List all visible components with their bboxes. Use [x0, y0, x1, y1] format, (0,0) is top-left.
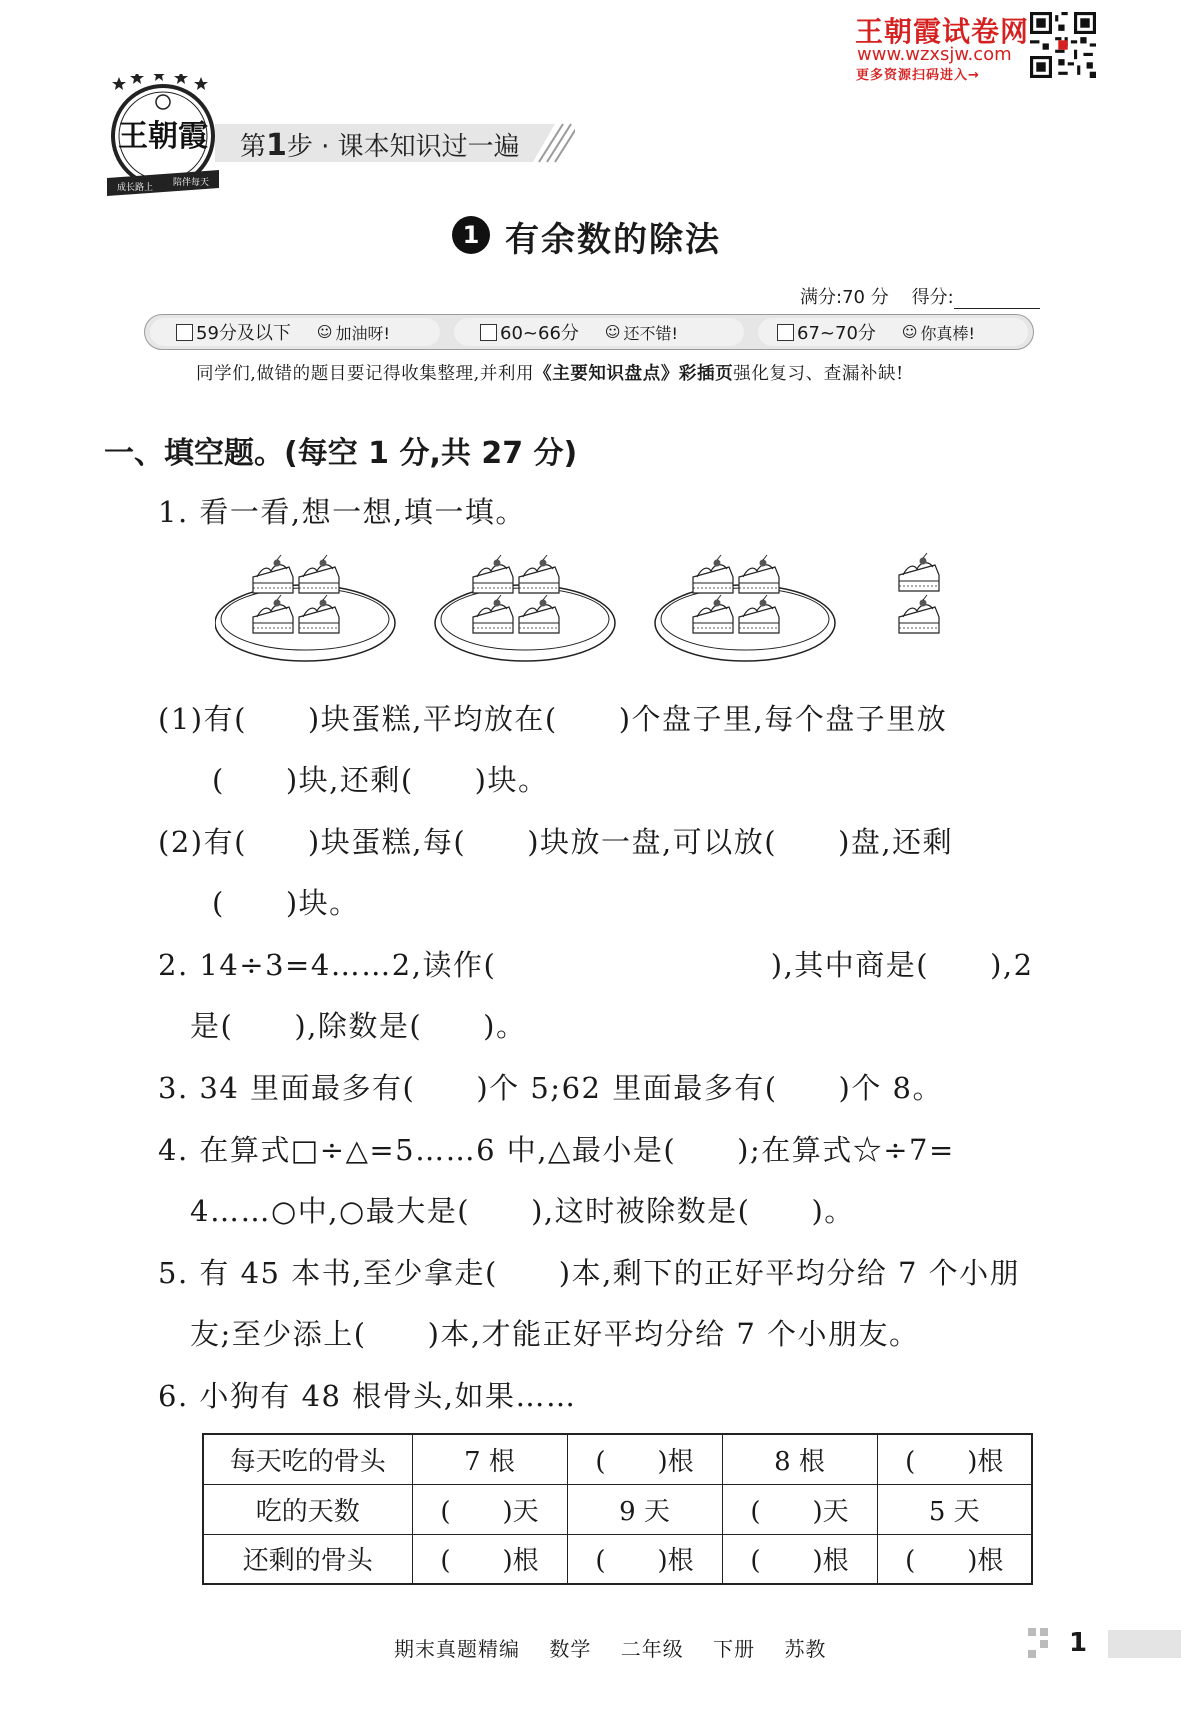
table-cell: 7 根 [412, 1434, 567, 1484]
footer-grade: 二年级 [620, 1637, 684, 1661]
rating-checkbox[interactable] [480, 324, 497, 341]
step-label: 第1步 · 课本知识过一遍 [240, 128, 520, 163]
question-4-line2: 4……○中,○最大是( ),这时被除数是( )。 [190, 1194, 855, 1228]
table-row [203, 1534, 1032, 1584]
table-cell: 9 天 [567, 1484, 722, 1534]
table-cell[interactable]: ( )根 [412, 1534, 567, 1584]
table-row [203, 1434, 1032, 1484]
notice-text: 同学们,做错的题目要记得收集整理,并利用《主要知识盘点》彩插页强化复习、查漏补缺! [196, 364, 904, 384]
question-5-line2: 友;至少添上( )本,才能正好平均分给 7 个小朋友。 [190, 1317, 920, 1351]
question-4-line1: 4. 在算式□÷△=5……6 中,△最小是( );在算式☆÷7= [158, 1133, 955, 1167]
row-label: 还剩的骨头 [203, 1534, 412, 1584]
footer-term: 下册 [713, 1637, 756, 1661]
table-row [203, 1484, 1032, 1534]
table-cell[interactable]: ( )根 [877, 1534, 1032, 1584]
row-label: 每天吃的骨头 [203, 1434, 412, 1484]
smile-icon: ☺ [316, 323, 333, 341]
score-label: 得分: [911, 287, 954, 308]
table-cell[interactable]: ( )根 [567, 1434, 722, 1484]
table-cell[interactable]: ( )根 [722, 1534, 877, 1584]
brand-url[interactable]: www.wzxsjw.com [857, 44, 1012, 65]
smile-icon: ☺ [901, 323, 918, 341]
question-1-2-line1: (2)有( )块蛋糕,每( )块放一盘,可以放( )盘,还剩 [158, 825, 954, 859]
table-cell[interactable]: ( )天 [412, 1484, 567, 1534]
question-2-line1: 2. 14÷3=4……2,读作( ),其中商是( ),2 [158, 948, 1034, 982]
logo-slogan-right: 陪伴每天 [172, 178, 210, 188]
table-cell: 8 根 [722, 1434, 877, 1484]
page-corner-marks [1028, 1628, 1064, 1658]
table-cell[interactable]: ( )根 [567, 1534, 722, 1584]
logo-wordmark: 王朝霞 [118, 119, 208, 154]
question-2-line2: 是( ),除数是( )。 [190, 1009, 527, 1043]
question-1: 1. 看一看,想一想,填一填。 [158, 495, 526, 529]
question-6: 6. 小狗有 48 根骨头,如果…… [158, 1379, 577, 1413]
question-1-1-line2: ( )块,还剩( )块。 [212, 763, 549, 797]
table-cell[interactable]: ( )天 [722, 1484, 877, 1534]
rating-option-1[interactable]: 59分及以下 ☺ 加油呀! [176, 318, 390, 346]
brand-title: 王朝霞试卷网 [855, 15, 1030, 48]
score-blank[interactable] [954, 290, 1040, 309]
lesson-title: 有余数的除法 [505, 220, 721, 260]
rating-option-3[interactable]: 67~70分 ☺ 你真棒! [777, 318, 975, 346]
rating-option-2[interactable]: 60~66分 ☺ 还不错! [480, 318, 678, 346]
section-heading: 一、填空题。(每空 1 分,共 27 分) [104, 436, 578, 471]
rating-checkbox[interactable] [777, 324, 794, 341]
qr-code-icon[interactable] [1030, 12, 1096, 78]
brand-tip: 更多资源扫码进入→ [856, 68, 980, 83]
question-1-1-line1: (1)有( )块蛋糕,平均放在( )个盘子里,每个盘子里放 [158, 702, 948, 736]
question-3: 3. 34 里面最多有( )个 5;62 里面最多有( )个 8。 [158, 1071, 943, 1105]
wangzhaoxia-logo [105, 74, 223, 202]
page-number: 1 [1069, 1628, 1088, 1658]
table-cell[interactable]: ( )根 [877, 1434, 1032, 1484]
footer-subject: 数学 [549, 1637, 592, 1661]
footer-info [394, 1633, 848, 1662]
row-label: 吃的天数 [203, 1484, 412, 1534]
score-line [800, 283, 1040, 309]
question-1-2-line2: ( )块。 [212, 886, 360, 920]
rating-checkbox[interactable] [176, 324, 193, 341]
table-cell: 5 天 [877, 1484, 1032, 1534]
question-5-line1: 5. 有 45 本书,至少拿走( )本,剩下的正好平均分给 7 个小朋 [158, 1256, 1021, 1290]
footer-edition: 苏教 [784, 1637, 827, 1661]
bones-table [202, 1433, 1033, 1585]
lesson-number-badge: 1 [452, 216, 490, 254]
page-number-bar [1108, 1630, 1181, 1658]
smile-icon: ☺ [604, 323, 621, 341]
logo-slogan-left: 成长路上 [116, 183, 154, 193]
footer-book: 期末真题精编 [394, 1637, 520, 1661]
cake-plates-illustration [215, 545, 975, 675]
full-score: 满分:70 分 [800, 287, 889, 308]
